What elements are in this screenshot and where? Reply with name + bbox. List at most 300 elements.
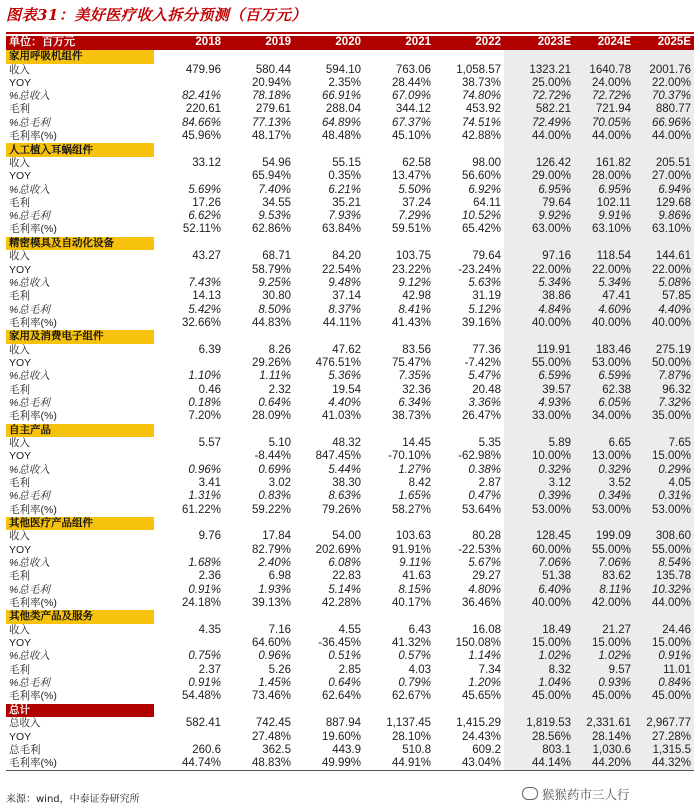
section-header-cell bbox=[634, 517, 694, 531]
table-cell: 2,967.77 bbox=[634, 717, 694, 730]
table-cell: 3.02 bbox=[268, 476, 291, 489]
table-cell: 35.00% bbox=[634, 410, 694, 423]
table-cell: 43.27 bbox=[192, 250, 221, 263]
section-header-cell bbox=[504, 50, 574, 64]
table-cell: 97.16 bbox=[504, 250, 574, 263]
section-header-cell bbox=[634, 330, 694, 344]
row-label: YOY bbox=[9, 637, 32, 650]
table-cell: 102.11 bbox=[574, 197, 634, 210]
table-cell: 42.28% bbox=[321, 596, 361, 609]
table-cell: 43.04% bbox=[434, 757, 504, 771]
table-cell: 721.94 bbox=[574, 103, 634, 116]
section-header-cell bbox=[434, 610, 504, 624]
table-cell: 1.04% bbox=[504, 677, 574, 690]
table-cell: 6.94% bbox=[634, 184, 694, 197]
table-cell: 144.61 bbox=[634, 250, 694, 263]
table-cell: 64.60% bbox=[251, 637, 291, 650]
table-row bbox=[6, 384, 694, 397]
table-cell: 0.93% bbox=[574, 677, 634, 690]
table-cell: 5.63% bbox=[468, 276, 501, 289]
table-cell: 1.02% bbox=[504, 650, 574, 663]
table-cell: 594.10 bbox=[325, 63, 361, 76]
row-label: 收入 bbox=[9, 343, 30, 356]
section-header-cell bbox=[504, 237, 574, 251]
table-cell: 0.31% bbox=[634, 490, 694, 503]
section-title: 其他类产品及服务 bbox=[6, 610, 154, 624]
table-row bbox=[6, 210, 694, 223]
section-header-cell bbox=[364, 50, 434, 64]
table-cell: 275.19 bbox=[634, 344, 694, 357]
table-cell: 28.14% bbox=[574, 731, 634, 744]
table-row bbox=[6, 397, 694, 410]
table-row bbox=[6, 450, 694, 463]
row-label: 总毛利 bbox=[9, 743, 41, 756]
table-cell: 4.35 bbox=[198, 623, 221, 636]
table-cell: 39.57 bbox=[504, 384, 574, 397]
row-label: %总毛利 bbox=[9, 210, 50, 223]
table-cell: 9.86% bbox=[634, 210, 694, 223]
section-header-cell bbox=[574, 704, 634, 718]
watermark-text: 猴猴药市三人行 bbox=[542, 787, 630, 802]
table-cell: 72.72% bbox=[504, 90, 574, 103]
table-cell: 1,315.5 bbox=[634, 744, 694, 757]
table-cell: 32.36 bbox=[402, 383, 431, 396]
table-cell: 40.00% bbox=[504, 317, 574, 330]
table-cell: 3.12 bbox=[504, 477, 574, 490]
table-cell: 9.92% bbox=[504, 210, 574, 223]
table-row bbox=[6, 170, 694, 183]
table-cell bbox=[154, 77, 224, 90]
table-cell: 13.00% bbox=[574, 450, 634, 463]
table-cell: 15.00% bbox=[574, 637, 634, 650]
table-cell: 5.34% bbox=[574, 277, 634, 290]
table-cell: 19.60% bbox=[321, 730, 361, 743]
row-label: %总收入 bbox=[9, 183, 50, 196]
table-cell: 0.91% bbox=[188, 583, 221, 596]
table-cell: 8.32 bbox=[504, 664, 574, 677]
table-cell: 24.00% bbox=[574, 77, 634, 90]
table-cell: 83.56 bbox=[402, 343, 431, 356]
table-cell: 42.88% bbox=[461, 130, 501, 143]
table-cell: 41.43% bbox=[391, 316, 431, 329]
table-cell: 84.20 bbox=[332, 250, 361, 263]
table-cell: 8.26 bbox=[268, 343, 291, 356]
table-cell: 29.26% bbox=[251, 357, 291, 370]
table-row bbox=[6, 130, 694, 143]
header-year: 2018 bbox=[154, 36, 224, 50]
table-cell: 2,331.61 bbox=[574, 717, 634, 730]
row-label: 毛利 bbox=[9, 570, 30, 583]
section-header-cell bbox=[294, 50, 364, 64]
table-cell: 220.61 bbox=[185, 103, 221, 116]
section-header-cell bbox=[154, 143, 224, 157]
table-cell: 79.26% bbox=[321, 503, 361, 516]
section-header-row bbox=[6, 517, 694, 531]
table-cell: 37.14 bbox=[332, 290, 361, 303]
section-header-cell bbox=[294, 517, 364, 531]
table-cell: 11.01 bbox=[634, 664, 694, 677]
table-cell: 72.72% bbox=[574, 90, 634, 103]
section-header-cell bbox=[154, 610, 224, 624]
table-cell: 64.89% bbox=[321, 116, 361, 129]
section-header-cell bbox=[224, 704, 294, 718]
table-cell: 66.96% bbox=[634, 117, 694, 130]
table-cell: 0.46 bbox=[198, 383, 221, 396]
table-cell: 9.11% bbox=[399, 557, 431, 570]
table-cell: 28.44% bbox=[391, 76, 431, 89]
table-row bbox=[6, 490, 694, 503]
row-label: 毛利率(%) bbox=[9, 503, 57, 516]
table-cell: 45.00% bbox=[574, 690, 634, 703]
table-cell: 5.26 bbox=[268, 663, 291, 676]
row-label: 毛利 bbox=[9, 103, 30, 116]
table-cell: 64.11 bbox=[473, 196, 501, 209]
table-body bbox=[6, 36, 694, 771]
table-cell: 53.64% bbox=[461, 503, 501, 516]
table-cell: 582.21 bbox=[504, 103, 574, 116]
table-cell: 58.79% bbox=[251, 263, 291, 276]
section-header-cell bbox=[364, 143, 434, 157]
table-cell: 42.98 bbox=[402, 290, 431, 303]
table-cell: 49.99% bbox=[294, 757, 364, 771]
row-label: YOY bbox=[9, 543, 32, 556]
table-cell: 362.5 bbox=[262, 743, 291, 756]
table-cell: 61.22% bbox=[181, 503, 221, 516]
table-cell: 63.10% bbox=[634, 223, 694, 236]
table-cell: 44.20% bbox=[574, 757, 634, 771]
table-row bbox=[6, 664, 694, 677]
table-cell: 2001.76 bbox=[634, 64, 694, 77]
table-cell: 16.08 bbox=[472, 623, 501, 636]
table-cell: 8.41% bbox=[398, 303, 431, 316]
table-cell: 51.38 bbox=[504, 570, 574, 583]
table-cell: 41.03% bbox=[321, 410, 361, 423]
table-cell: 83.62 bbox=[574, 570, 634, 583]
section-header-cell bbox=[224, 424, 294, 438]
wechat-icon bbox=[522, 787, 538, 800]
table-cell: 135.78 bbox=[634, 570, 694, 583]
table-row bbox=[6, 250, 694, 263]
table-cell: 7.40% bbox=[258, 183, 291, 196]
table-cell: 45.96% bbox=[181, 130, 221, 143]
table-cell: 9.53% bbox=[258, 210, 291, 223]
table-cell: 6.92% bbox=[468, 183, 501, 196]
section-header-row bbox=[6, 330, 694, 344]
table-cell: 5.57 bbox=[198, 437, 221, 450]
table-cell: 1.65% bbox=[398, 490, 431, 503]
table-cell: 30.80 bbox=[262, 290, 291, 303]
table-cell: 40.00% bbox=[504, 597, 574, 610]
table-cell: 7.43% bbox=[188, 276, 221, 289]
table-cell: 15.00% bbox=[504, 637, 574, 650]
table-cell: 6.59% bbox=[574, 370, 634, 383]
table-cell: 510.8 bbox=[402, 743, 431, 756]
table-cell: 8.11% bbox=[574, 584, 634, 597]
table-cell: 53.00% bbox=[574, 504, 634, 517]
table-cell: 14.13 bbox=[192, 290, 221, 303]
table-cell: 4.03 bbox=[408, 663, 431, 676]
table-row bbox=[6, 504, 694, 517]
table-row bbox=[6, 650, 694, 663]
table-row bbox=[6, 64, 694, 77]
section-header-cell bbox=[294, 330, 364, 344]
table-row bbox=[6, 437, 694, 450]
header-year: 2021 bbox=[364, 36, 434, 50]
table-cell: 8.42 bbox=[408, 476, 431, 489]
table-cell: 31.19 bbox=[472, 290, 501, 303]
table-cell: 6.08% bbox=[328, 557, 361, 570]
table-cell: 55.00% bbox=[634, 544, 694, 557]
table-cell: 4.60% bbox=[574, 304, 634, 317]
table-cell: 62.64% bbox=[321, 690, 361, 703]
section-title: 自主产品 bbox=[6, 424, 154, 438]
section-header-cell bbox=[294, 237, 364, 251]
table-cell: 2.37 bbox=[198, 663, 221, 676]
section-header-cell bbox=[224, 237, 294, 251]
section-header-cell bbox=[294, 610, 364, 624]
table-cell: 10.32% bbox=[634, 584, 694, 597]
table-cell: 59.22% bbox=[251, 503, 291, 516]
table-cell: 0.96% bbox=[188, 463, 221, 476]
table-cell: 4.80% bbox=[468, 583, 501, 596]
section-header-cell bbox=[154, 237, 224, 251]
section-header-cell bbox=[364, 424, 434, 438]
table-cell: 4.93% bbox=[504, 397, 574, 410]
row-label: 收入 bbox=[9, 250, 30, 263]
table-row bbox=[6, 464, 694, 477]
table-cell: 77.13% bbox=[251, 116, 291, 129]
table-cell: 65.94% bbox=[251, 170, 291, 183]
table-cell: 44.32% bbox=[634, 757, 694, 771]
table-cell: 44.11% bbox=[322, 316, 361, 329]
section-header-cell bbox=[154, 517, 224, 531]
table-cell: 70.37% bbox=[634, 90, 694, 103]
header-year-estimate: 2023E bbox=[504, 36, 574, 50]
section-header-cell bbox=[574, 610, 634, 624]
table-cell: 72.49% bbox=[504, 117, 574, 130]
table-cell: 4.40% bbox=[328, 396, 361, 409]
table-cell: 3.41 bbox=[198, 476, 221, 489]
table-cell: 54.96 bbox=[262, 156, 291, 169]
table-row bbox=[6, 731, 694, 744]
table-cell: 62.58 bbox=[402, 156, 431, 169]
table-cell: -22.53% bbox=[458, 543, 501, 556]
table-row bbox=[6, 557, 694, 570]
table-cell: 6.62% bbox=[188, 210, 221, 223]
row-label: YOY bbox=[9, 263, 32, 276]
table-cell: 1.10% bbox=[188, 370, 221, 383]
table-cell: 14.45 bbox=[402, 437, 431, 450]
table-cell: 17.84 bbox=[262, 530, 291, 543]
table-row bbox=[6, 157, 694, 170]
table-cell: 5.69% bbox=[188, 183, 221, 196]
table-cell: 22.00% bbox=[634, 264, 694, 277]
header-year: 2019 bbox=[224, 36, 294, 50]
table-cell: 150.08% bbox=[455, 637, 501, 650]
table-cell: 7.87% bbox=[634, 370, 694, 383]
table-cell: 5.89 bbox=[504, 437, 574, 450]
table-cell: 1,137.45 bbox=[386, 717, 431, 730]
table-cell: 42.00% bbox=[574, 597, 634, 610]
row-label: %总毛利 bbox=[9, 396, 50, 409]
table-cell: 1640.78 bbox=[574, 64, 634, 77]
row-label: %总收入 bbox=[9, 90, 50, 103]
table-cell: 7.34 bbox=[478, 663, 501, 676]
table-cell: 288.04 bbox=[325, 103, 361, 116]
table-cell: 40.17% bbox=[391, 596, 431, 609]
table-cell: 6.21% bbox=[328, 183, 361, 196]
row-label: 收入 bbox=[9, 530, 30, 543]
table-cell: 40.00% bbox=[574, 317, 634, 330]
section-header-cell bbox=[294, 424, 364, 438]
section-header-cell bbox=[434, 50, 504, 64]
table-cell: 38.86 bbox=[504, 290, 574, 303]
row-label: 毛利 bbox=[9, 290, 30, 303]
table-cell: 7.29% bbox=[398, 210, 431, 223]
table-cell: 67.37% bbox=[391, 116, 431, 129]
section-header-cell bbox=[504, 330, 574, 344]
table-cell: 44.00% bbox=[574, 130, 634, 143]
section-header-cell bbox=[294, 704, 364, 718]
table-cell: 80.28 bbox=[472, 530, 501, 543]
table-cell: 13.47% bbox=[391, 170, 431, 183]
table-row bbox=[6, 357, 694, 370]
section-header-cell bbox=[154, 330, 224, 344]
table-row bbox=[6, 570, 694, 583]
table-cell: 22.00% bbox=[634, 77, 694, 90]
table-cell: 3.36% bbox=[468, 396, 501, 409]
table-cell: 205.51 bbox=[634, 157, 694, 170]
section-header-cell bbox=[634, 424, 694, 438]
table-cell: 8.63% bbox=[328, 490, 361, 503]
table-cell: 7.65 bbox=[634, 437, 694, 450]
table-cell: 0.91% bbox=[188, 677, 221, 690]
section-header-cell bbox=[364, 610, 434, 624]
table-row bbox=[6, 197, 694, 210]
table-cell: 0.51% bbox=[328, 650, 361, 663]
table-cell: 6.98 bbox=[268, 570, 291, 583]
table-cell: 0.32% bbox=[574, 464, 634, 477]
table-cell: 742.45 bbox=[255, 717, 291, 730]
table-cell: 62.86% bbox=[251, 223, 291, 236]
section-header-cell bbox=[434, 517, 504, 531]
table-cell: 91.91% bbox=[391, 543, 431, 556]
table-cell: 35.21 bbox=[332, 196, 361, 209]
table-cell: 34.00% bbox=[574, 410, 634, 423]
table-cell: 41.32% bbox=[391, 637, 431, 650]
table-cell: 4.84% bbox=[504, 304, 574, 317]
table-cell: 96.32 bbox=[634, 384, 694, 397]
section-header-cell bbox=[504, 424, 574, 438]
table-cell: 0.39% bbox=[504, 490, 574, 503]
table-cell: 29.27 bbox=[472, 570, 501, 583]
table-cell: 6.65 bbox=[574, 437, 634, 450]
table-cell: 53.00% bbox=[574, 357, 634, 370]
table-cell: 2.36 bbox=[198, 570, 221, 583]
table-cell: 2.87 bbox=[478, 476, 501, 489]
table-cell: 10.52% bbox=[461, 210, 501, 223]
table-cell: 5.35 bbox=[478, 437, 501, 450]
section-header-cell bbox=[574, 330, 634, 344]
table-cell: 7.32% bbox=[634, 397, 694, 410]
table-cell: 1.27% bbox=[398, 463, 431, 476]
table-cell: 5.42% bbox=[188, 303, 221, 316]
table-cell: 1.93% bbox=[258, 583, 291, 596]
table-cell: 44.83% bbox=[251, 316, 291, 329]
table-cell: 58.27% bbox=[391, 503, 431, 516]
table-cell: 6.34% bbox=[398, 396, 431, 409]
row-label: YOY bbox=[9, 730, 32, 743]
row-label: %总收入 bbox=[9, 650, 50, 663]
table-cell: 4.40% bbox=[634, 304, 694, 317]
section-title: 家用呼吸机组件 bbox=[6, 50, 154, 64]
table-cell: 260.6 bbox=[192, 743, 221, 756]
table-cell: 479.96 bbox=[185, 63, 221, 76]
section-header-cell bbox=[504, 704, 574, 718]
table-cell: 1.31% bbox=[188, 490, 221, 503]
table-cell: 7.16 bbox=[268, 623, 291, 636]
table-cell: 880.77 bbox=[634, 103, 694, 116]
section-header-cell bbox=[154, 704, 224, 718]
table-cell: 33.00% bbox=[504, 410, 574, 423]
table-cell: 44.00% bbox=[634, 130, 694, 143]
table-cell: 28.09% bbox=[251, 410, 291, 423]
table-cell: 62.38 bbox=[574, 384, 634, 397]
table-cell: 55.00% bbox=[504, 357, 574, 370]
row-label: %总收入 bbox=[9, 463, 50, 476]
table-cell: 7.93% bbox=[328, 210, 361, 223]
section-title: 其他医疗产品组件 bbox=[6, 517, 154, 531]
table-cell: 279.61 bbox=[255, 103, 291, 116]
row-label: 毛利 bbox=[9, 663, 30, 676]
table-row bbox=[6, 304, 694, 317]
table-cell: 54.48% bbox=[181, 690, 221, 703]
section-header-cell bbox=[574, 424, 634, 438]
row-label: %总毛利 bbox=[9, 303, 50, 316]
section-header-cell bbox=[434, 424, 504, 438]
row-label: YOY bbox=[9, 170, 32, 183]
table-cell: 38.30 bbox=[332, 476, 361, 489]
row-label: 毛利率(%) bbox=[9, 223, 57, 236]
section-header-cell bbox=[574, 517, 634, 531]
table-row bbox=[6, 677, 694, 690]
row-label: 收入 bbox=[9, 623, 30, 636]
table-cell: 9.25% bbox=[258, 276, 291, 289]
table-cell: 6.95% bbox=[574, 184, 634, 197]
table-cell: 15.00% bbox=[634, 450, 694, 463]
table-cell: 8.50% bbox=[258, 303, 291, 316]
row-label: %总毛利 bbox=[9, 116, 50, 129]
table-cell: 8.15% bbox=[398, 583, 431, 596]
table-cell: 6.39 bbox=[198, 343, 221, 356]
table-cell: 7.06% bbox=[504, 557, 574, 570]
table-cell: 27.48% bbox=[251, 730, 291, 743]
table-cell: 66.91% bbox=[321, 90, 361, 103]
table-cell: 2.32 bbox=[268, 383, 291, 396]
table-cell: 74.51% bbox=[461, 116, 501, 129]
table-cell: 2.35% bbox=[328, 76, 361, 89]
table-cell: 15.00% bbox=[634, 637, 694, 650]
section-header-cell bbox=[224, 517, 294, 531]
row-label: YOY bbox=[9, 357, 32, 370]
table-cell: 6.05% bbox=[574, 397, 634, 410]
table-cell: 1.45% bbox=[258, 677, 291, 690]
section-header-cell bbox=[574, 50, 634, 64]
row-label: %总收入 bbox=[9, 276, 50, 289]
table-cell: 84.66% bbox=[181, 116, 221, 129]
table-cell: 75.47% bbox=[391, 357, 431, 370]
table-cell: 53.00% bbox=[504, 504, 574, 517]
